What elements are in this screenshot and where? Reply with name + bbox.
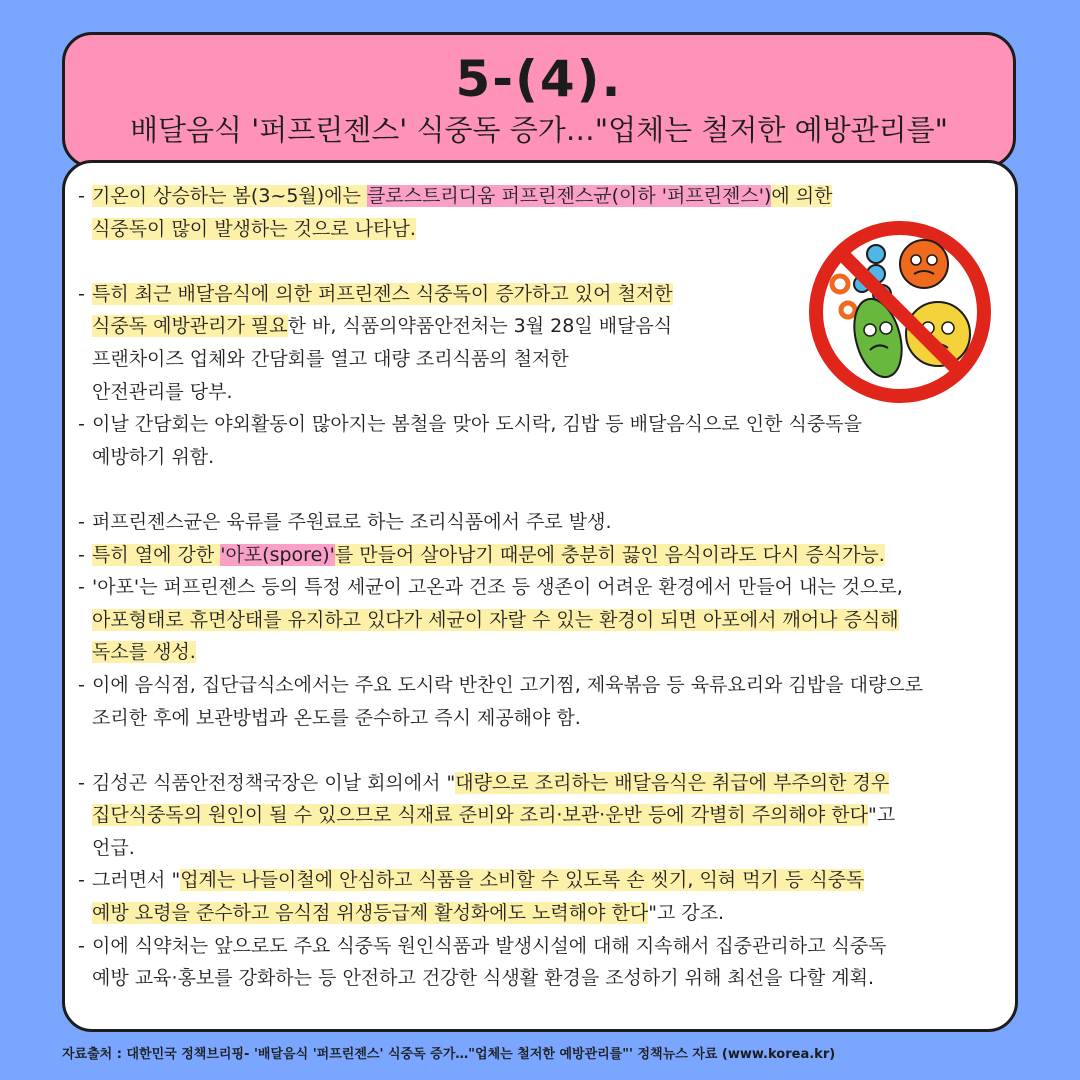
paragraph-9: - 그러면서 "업계는 나들이철에 안심하고 식품을 소비할 수 있도록 손 씻기, 익혀 먹기 등 식중독 예방 요령을 준수하고 음식점 위생등급제 활성화에도 노력해야 한다"고 강조. [78, 869, 865, 925]
paragraph-3: - 이날 간담회는 야외활동이 많아지는 봄철을 맞아 도시락, 김밥 등 배달음식으로 인한 식중독을 예방하기 위함. [78, 413, 862, 468]
paragraph-2: - 특히 최근 배달음식에 의한 퍼프린젠스 식중독이 증가하고 있어 철저한 식중독 예방관리가 필요한 바, 식품의약품안전처는 3월 28일 배달음식 프랜차이즈 업체와 간담회를 열고 대량 조리식품의 철저한 안전관리를 당부. [78, 282, 673, 403]
paragraph-7: - 이에 음식점, 집단급식소에서는 주요 도시락 반찬인 고기찜, 제육볶음 등 육류요리와 김밥을 대량으로 조리한 후에 보관방법과 온도를 준수하고 즉시 제공해야 함. [78, 673, 924, 729]
paragraph-1: - 기온이 상승하는 봄(3~5월)에는 클로스트리디움 퍼프린젠스균(이하 '퍼프린젠스')에 의한 식중독이 많이 발생하는 것으로 나타남. [78, 185, 833, 240]
paragraph-6: - '아포'는 퍼프린젠스 등의 특정 세균이 고온과 건조 등 생존이 어려운 환경에서 만들어 내는 것으로, 아포형태로 휴면상태를 유지하고 있다가 세균이 자랄 수 있는 환경이 되면 아포에서 깨어나 증식해 독소를 생성. [78, 576, 903, 664]
paragraph-4: - 퍼프린젠스균은 육류를 주원료로 하는 조리식품에서 주로 발생. [78, 510, 612, 533]
title-banner [62, 32, 1016, 168]
source-footer: 자료출처 : 대한민국 정책브리핑- '배달음식 '퍼프린젠스' 식중독 증가…"업체는 철저한 예방관리를"' 정책뉴스 자료 (www.korea.kr) [62, 1047, 836, 1062]
article-body [78, 180, 1003, 995]
paragraph-5: - 특히 열에 강한 '아포(spore)'를 만들어 살아남기 때문에 충분히 끓인 음식이라도 다시 증식가능. [78, 543, 885, 566]
paragraph-8: - 김성곤 식품안전정책국장은 이날 회의에서 "대량으로 조리하는 배달음식은 취급에 부주의한 경우 집단식중독의 원인이 될 수 있으므로 식재료 준비와 조리·보관·운반 등에 각별히 주의해야 한다"고 언급. [78, 771, 896, 859]
page-title: 5-(4). [455, 50, 623, 108]
paragraph-10: - 이에 식약처는 앞으로도 주요 식중독 원인식품과 발생시설에 대해 지속해서 집중관리하고 식중독 예방 교육·홍보를 강화하는 등 안전하고 건강한 식생활 환경을 조성하기 위해 최선을 다할 계획. [78, 934, 887, 990]
page-subtitle: 배달음식 '퍼프린젠스' 식중독 증가…"업체는 철저한 예방관리를" [129, 113, 949, 147]
